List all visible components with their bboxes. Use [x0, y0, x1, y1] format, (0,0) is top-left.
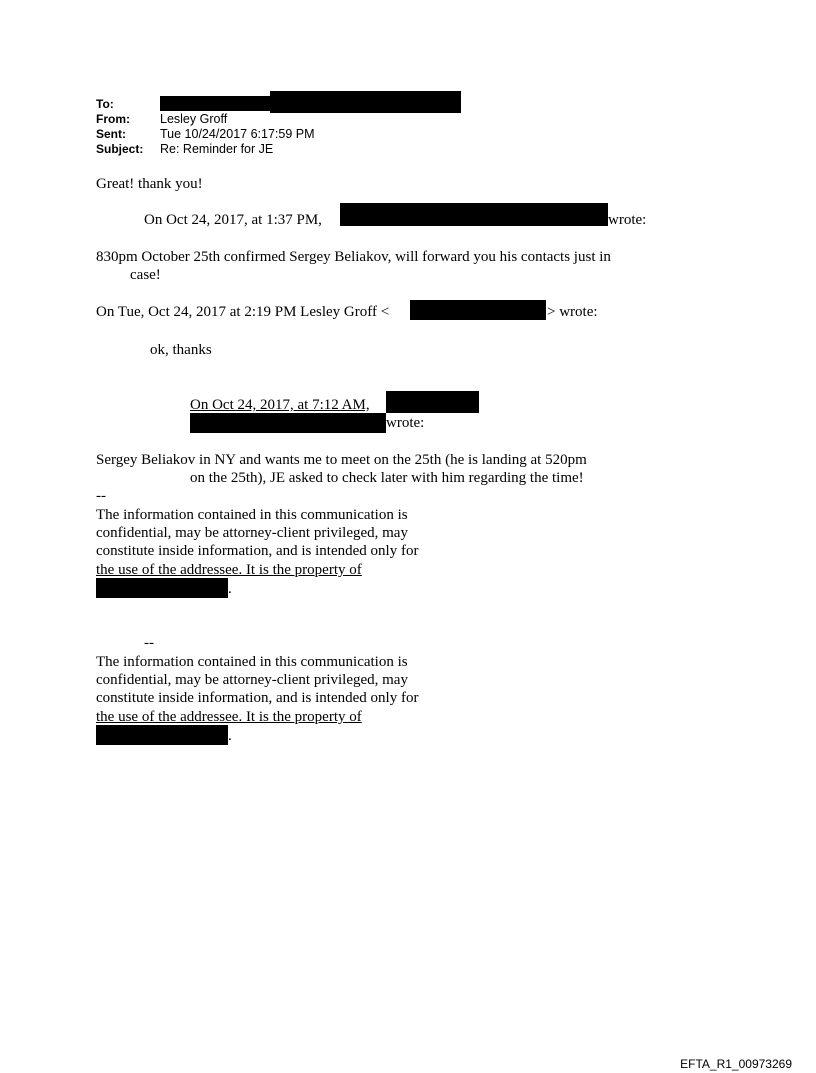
signature1-line3: constitute inside information, and is intended only for [96, 543, 419, 559]
signature1-line1: The information contained in this communication is [96, 507, 408, 523]
from-label: From: [96, 112, 130, 126]
message2-line: ok, thanks [150, 342, 212, 358]
redaction-signature2-owner [96, 725, 228, 745]
redaction-quote3-sender [386, 391, 479, 413]
redaction-quote2-email [410, 300, 546, 320]
message3-line2: on the 25th), JE asked to check later with him regarding the time! [190, 470, 584, 486]
quote1-wrote: wrote: [608, 212, 647, 228]
subject-label: Subject: [96, 142, 144, 156]
to-label: To: [96, 97, 114, 111]
signature2-line1: The information contained in this communication is [96, 654, 408, 670]
redaction-quote1-sender [340, 203, 608, 226]
quote3-wrote: wrote: [386, 415, 425, 431]
signature2-line2: confidential, may be attorney-client privileged, may [96, 672, 408, 688]
quote2-wrote: > wrote: [547, 304, 598, 320]
signature2-line3: constitute inside information, and is intended only for [96, 690, 419, 706]
message3-line1: Sergey Beliakov in NY and wants me to meet on the 25th (he is landing at 520pm [96, 452, 587, 468]
quote2-intro: On Tue, Oct 24, 2017 at 2:19 PM Lesley Groff < [96, 304, 390, 320]
quote1-intro: On Oct 24, 2017, at 1:37 PM, [144, 212, 322, 228]
from-value: Lesley Groff [160, 112, 228, 126]
redaction-to-2 [270, 91, 461, 113]
signature1-line2: confidential, may be attorney-client privileged, may [96, 525, 408, 541]
sent-value: Tue 10/24/2017 6:17:59 PM [160, 127, 315, 141]
reply-text: Great! thank you! [96, 176, 203, 192]
subject-value: Re: Reminder for JE [160, 142, 274, 156]
message1-line1: 830pm October 25th confirmed Sergey Beliakov, will forward you his contacts just in [96, 249, 611, 265]
redaction-quote3-email [190, 413, 386, 433]
document-id: EFTA_R1_00973269 [680, 1057, 792, 1071]
signature1-line4: the use of the addressee. It is the property of [96, 562, 362, 578]
signature1-period: . [228, 581, 232, 597]
quote3-intro: On Oct 24, 2017, at 7:12 AM, [190, 397, 370, 413]
message1-line2: case! [130, 267, 161, 283]
signature1-dashes: -- [96, 488, 106, 504]
redaction-signature1-owner [96, 578, 228, 598]
signature2-dashes: -- [144, 635, 154, 651]
sent-label: Sent: [96, 127, 126, 141]
signature2-period: . [228, 728, 232, 744]
signature2-line4: the use of the addressee. It is the property of [96, 709, 362, 725]
redaction-to-1 [160, 96, 270, 111]
